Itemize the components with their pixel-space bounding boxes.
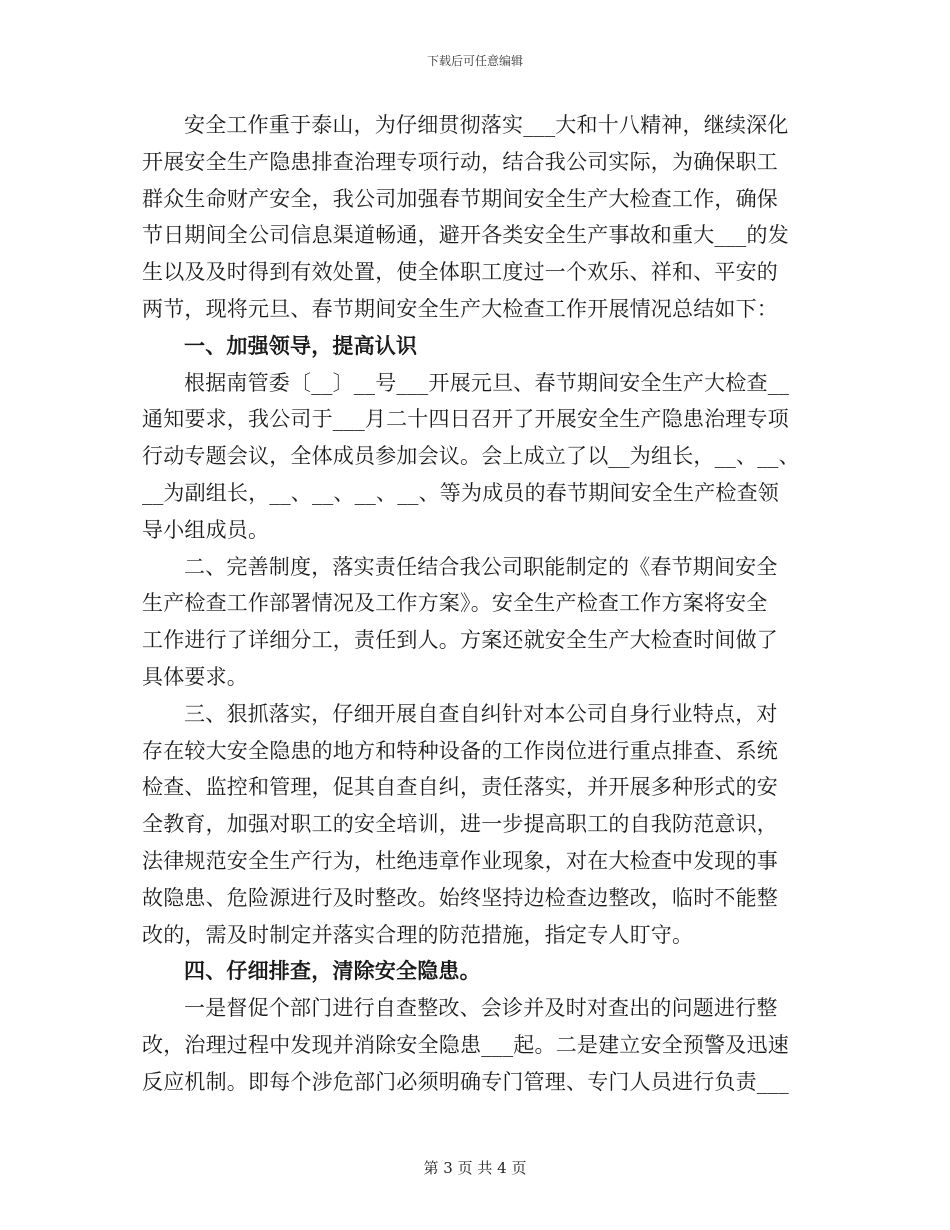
text-line: 反应机制。即每个涉危部门必须明确专门管理、专门人员进行负责___ (142, 1069, 789, 1094)
text-line: 导小组成员。 (142, 517, 270, 542)
text-line: __为副组长，__、__、__、__、等为成员的春节期间安全生产检查领 (142, 480, 779, 505)
text-line: 两节，现将元旦、春节期间安全生产大检查工作开展情况总结如下： (142, 296, 778, 321)
paragraph-inspection (142, 990, 808, 1100)
text-line: 行动专题会议，全体成员参加会议。会上成立了以__为组长，__、__、 (142, 444, 800, 469)
text-line: 一是督促个部门进行自查整改、会诊并及时对查出的问题进行整 (184, 996, 778, 1021)
text-line: 检查、监控和管理，促其自查自纠，责任落实，并开展多种形式的安 (142, 775, 778, 800)
paragraph-leadership (142, 365, 808, 549)
text-line: 生产检查工作部署情况及工作方案》。安全生产检查工作方案将安全 (142, 591, 768, 616)
page-number: 第 3 页 共 4 页 (423, 1159, 527, 1177)
paragraph-system (142, 549, 808, 696)
text-line: 故隐患、危险源进行及时整改。始终坚持边检查边整改，临时不能整 (142, 885, 778, 910)
document-body (142, 107, 808, 1101)
text-line: 二、完善制度，落实责任结合我公司职能制定的《春节期间安全 (184, 554, 778, 579)
text-line: 群众生命财产安全，我公司加强春节期间安全生产大检查工作，确保 (142, 186, 778, 211)
text-line: 根据南管委〔__〕__号___开展元旦、春节期间安全生产大检查__ (184, 370, 790, 395)
paragraph-intro (142, 107, 808, 328)
section-heading-1: 一、加强领导，提高认识 (184, 332, 418, 358)
text-line: 存在较大安全隐患的地方和特种设备的工作岗位进行重点排查、系统 (142, 738, 778, 763)
text-line: 通知要求，我公司于___月二十四日召开了开展安全生产隐患治理专项 (142, 407, 789, 432)
text-line: 改，治理过程中发现并消除安全隐患___起。二是建立安全预警及迅速 (142, 1032, 789, 1057)
text-line: 三、狠抓落实，仔细开展自查自纠针对本公司自身行业特点，对 (184, 701, 778, 726)
text-line: 安全工作重于泰山，为仔细贯彻落实___大和十八精神，继续深化 (184, 113, 789, 137)
text-line: 开展安全生产隐患排查治理专项行动，结合我公司实际，为确保职工 (142, 149, 778, 174)
page-header: 下载后可任意编辑 (426, 54, 523, 68)
text-line: 具体要求。 (142, 664, 248, 689)
text-line: 法律规范安全生产行为，杜绝违章作业现象，对在大检查中发现的事 (142, 848, 778, 873)
paragraph-implementation (142, 696, 808, 954)
text-line: 生以及及时得到有效处置，使全体职工度过一个欢乐、祥和、平安的 (142, 260, 778, 285)
text-line: 全教育，加强对职工的安全培训，进一步提高职工的自我防范意识， (142, 812, 778, 837)
section-heading-4: 四、仔细排查，清除安全隐患。 (184, 958, 481, 984)
text-line: 工作进行了详细分工，责任到人。方案还就安全生产大检查时间做了 (142, 628, 778, 653)
text-line: 改的，需及时制定并落实合理的防范措施，指定专人盯守。 (142, 922, 694, 947)
text-line: 节日期间全公司信息渠道畅通，避开各类安全生产事故和重大___的发 (142, 223, 789, 248)
